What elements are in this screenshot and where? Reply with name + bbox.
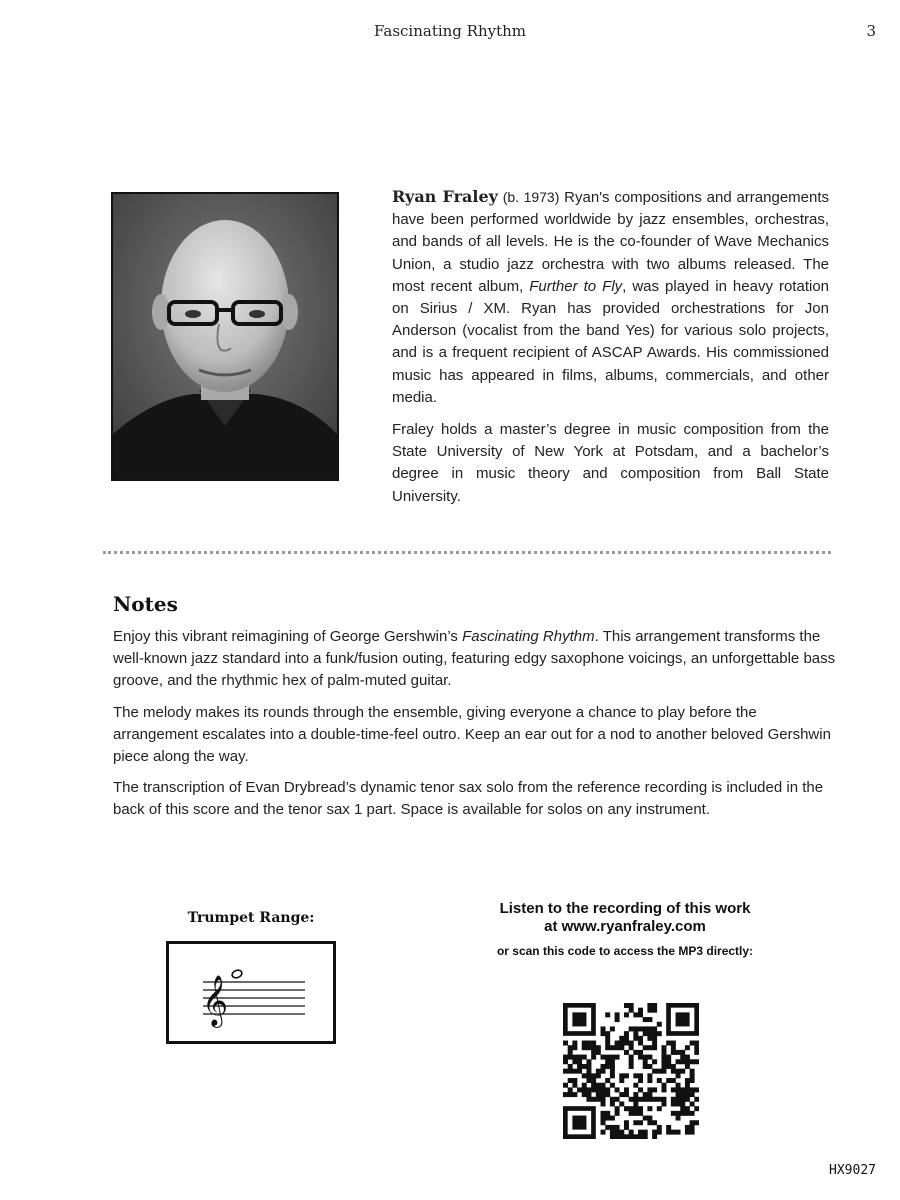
trumpet-range-box (166, 941, 336, 1044)
birth-year: (b. 1973) (502, 189, 560, 205)
composer-photo (111, 192, 339, 481)
composer-bio (392, 186, 829, 518)
notes-heading: Notes (113, 592, 178, 616)
page-number: 3 (866, 22, 876, 40)
album-title: Further to Fly (529, 277, 623, 295)
composer-name: Ryan Fraley (392, 187, 498, 206)
recording-info (470, 900, 780, 936)
song-title: Fascinating Rhythm (462, 628, 595, 645)
catalog-code: HX9027 (829, 1163, 876, 1178)
running-header-title: Fascinating Rhythm (373, 22, 527, 40)
bio-paragraph-education: Fraley holds a master’s degree in music composition from the State University of New York at Potsdam, and a bachelor’s degree in music theory and composition from Ball State University. (392, 421, 829, 505)
notes-paragraph: The transcription of Evan Drybread’s dynamic tenor sax solo from the reference recording is included in the back of this score and the tenor sax 1 part. Space is available for solos on any instrument. (113, 779, 824, 819)
listen-line-1: Listen to the recording of this work (499, 900, 751, 917)
notes-text: Enjoy this vibrant reimagining of George Gershwin’s (113, 628, 463, 645)
portrait-icon (113, 194, 337, 479)
bio-text: , was played in heavy rotation on Sirius / XM. Ryan has provided orchestrations for Jon Anderson (vocalist from the band Yes) for various solo projects, and is a frequent recipient of ASCAP Awards. His commissioned music has appeared in films, albums, commercials, and other media. (392, 277, 830, 406)
notes-paragraph: The melody makes its rounds through the ensemble, giving everyone a chance to play before the arrangement escalates into a double-time-feel outro. Keep an ear out for a nod to another beloved Gershwin piece along the way. (113, 703, 831, 766)
treble-clef-staff-icon (169, 944, 333, 1041)
qr-code-graphic (563, 1003, 699, 1139)
bio-paragraph (392, 186, 829, 409)
listen-website[interactable]: at www.ryanfraley.com (544, 918, 706, 935)
bio-text: Ryan's compositions and arrangements have been performed worldwide by jazz ensembles, orchestras, and bands of all levels. He is the co-founder of Wave Mechanics Union, a studio jazz orchestra with two albums released. The most recent album, (392, 189, 830, 295)
qr-code-icon[interactable] (563, 1003, 699, 1139)
notes-paragraph (113, 626, 838, 693)
svg-text:𝄞: 𝄞 (202, 975, 229, 1026)
notes-text: . This arrangement transforms the well-known jazz standard into a funk/fusion outing, featuring edgy saxophone voicings, an unforgettable bass groove, and the rhythmic hex of palm-muted guitar. (113, 628, 836, 690)
scan-instruction: or scan this code to access the MP3 directly: (496, 944, 754, 958)
trumpet-range-title: Trumpet Range: (187, 910, 315, 926)
dotted-divider (103, 551, 831, 554)
notes-body (113, 626, 838, 831)
